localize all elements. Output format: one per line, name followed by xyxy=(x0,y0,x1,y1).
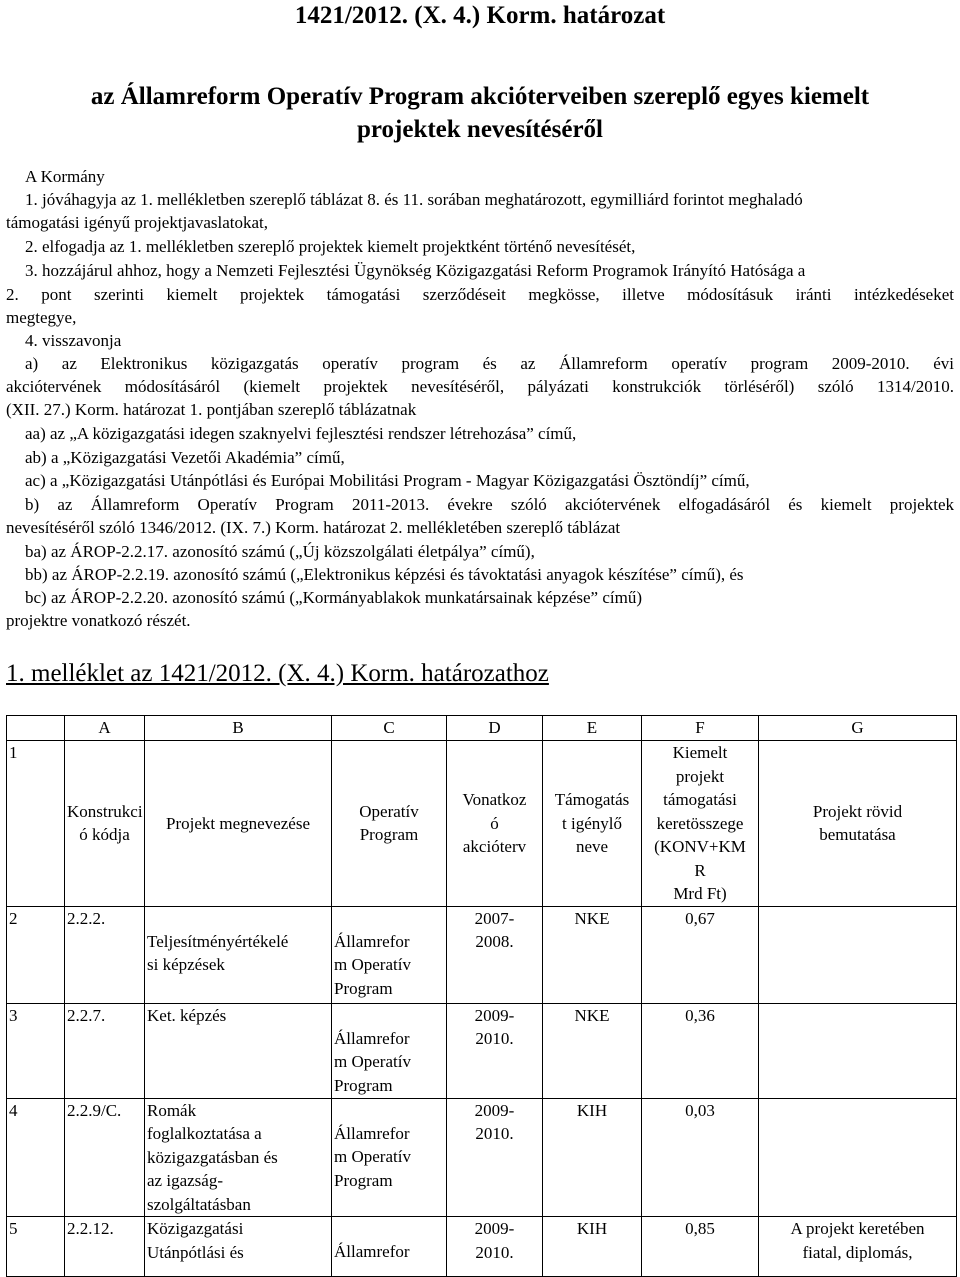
column-letter: C xyxy=(332,716,447,741)
operative-program-line: Államrefor xyxy=(334,1123,410,1143)
spacer xyxy=(334,907,444,930)
operative-program-line: m Operatív xyxy=(334,1052,411,1071)
action-plan xyxy=(447,1098,543,1217)
project-name-line: szolgáltatásban xyxy=(147,1194,251,1214)
project-name xyxy=(145,1098,332,1217)
column-letter: A xyxy=(65,716,145,741)
body-line: 4. visszavonja xyxy=(25,331,122,350)
operative-program-line: Államrefor xyxy=(334,931,410,951)
operative-program-line: m Operatív xyxy=(334,955,411,974)
row-number: 2 xyxy=(7,906,65,1003)
header-text: Konstrukci xyxy=(67,801,143,821)
applicant: NKE xyxy=(543,1003,642,1098)
project-name xyxy=(145,1003,332,1098)
action-plan-line: 2010. xyxy=(475,1242,514,1262)
operative-program xyxy=(332,906,447,1003)
row-number: 1 xyxy=(7,741,65,907)
row-number: 3 xyxy=(7,1003,65,1098)
header-operative-program xyxy=(332,741,447,907)
table-header-row xyxy=(7,741,957,907)
header-text: keretösszege xyxy=(656,813,744,833)
applicant: KIH xyxy=(543,1217,642,1277)
operative-program xyxy=(332,1098,447,1217)
body-line: 1. jóváhagyja az 1. mellékletben szereplő táblázat 8. és 11. sorában meghatározott, egymilliárd forintot meghaladó xyxy=(25,190,803,209)
project-name-line: Ket. képzés xyxy=(147,1005,227,1025)
table-row xyxy=(7,1217,957,1277)
annex-title: 1. melléklet az 1421/2012. (X. 4.) Korm. határozathoz xyxy=(6,660,549,687)
action-plan-line: 2009- xyxy=(474,1100,515,1120)
header-text: t igénylő xyxy=(562,813,622,833)
header-text: Támogatás xyxy=(554,790,630,809)
project-name-line: Romák xyxy=(147,1100,197,1120)
construction-code: 2.2.7. xyxy=(65,1003,145,1098)
body-line: ba) az ÁROP-2.2.17. azonosító számú („Új közszolgálati életpálya” című), xyxy=(25,542,535,561)
operative-program-line: Államrefor xyxy=(334,1242,410,1261)
action-plan xyxy=(447,1003,543,1098)
column-letter: F xyxy=(642,716,759,741)
spacer xyxy=(334,1217,444,1240)
project-name-line: Teljesítményértékelé xyxy=(147,931,289,951)
action-plan xyxy=(447,1217,543,1277)
body-line: aa) az „A közigazgatási idegen szaknyelvi fejlesztési rendszer létrehozása” című, xyxy=(25,424,577,443)
operative-program xyxy=(332,1217,447,1277)
body-line: A Kormány xyxy=(25,167,105,186)
header-text: (KONV+KM xyxy=(654,837,746,856)
short-description xyxy=(759,1098,957,1217)
construction-code: 2.2.12. xyxy=(65,1217,145,1277)
row-number: 4 xyxy=(7,1098,65,1217)
body-line: a) az Elektronikus közigazgatás operatív program és az Államreform operatív program 2009-2010. évi xyxy=(25,354,954,373)
body-line: bc) az ÁROP-2.2.20. azonosító számú („Kormányablakok munkatársainak képzése” című) xyxy=(25,588,642,607)
body-line: 2. pont szerinti kiemelt projektek támogatási szerződéseit megkösse, illetve módosításuk iránti intézkedéseket xyxy=(6,285,954,304)
body-line: (XII. 27.) Korm. határozat 1. pontjában szereplő táblázatnak xyxy=(6,400,417,419)
funding-amount: 0,67 xyxy=(642,906,759,1003)
short-description-line: fiatal, diplomás, xyxy=(802,1242,913,1262)
project-name xyxy=(145,906,332,1003)
header-short-description xyxy=(759,741,957,907)
annex-table xyxy=(6,715,957,1277)
body-line: támogatási igényű projektjavaslatokat, xyxy=(6,213,269,232)
header-project-name: Projekt megnevezése xyxy=(145,741,332,907)
project-name-line: közigazgatásban és xyxy=(147,1147,278,1167)
header-applicant xyxy=(543,741,642,907)
body-line: b) az Államreform Operatív Program 2011-2013. évekre szóló akciótervének elfogadásáról és kiemelt projektek xyxy=(25,495,954,514)
header-text: ó xyxy=(490,813,499,833)
row-number: 5 xyxy=(7,1217,65,1277)
document-title: 1421/2012. (X. 4.) Korm. határozat xyxy=(294,2,666,29)
action-plan-line: 2008. xyxy=(475,932,514,951)
header-text: neve xyxy=(575,837,609,856)
document-subtitle-line-2: projektek nevesítéséről xyxy=(356,116,603,143)
action-plan-line: 2009- xyxy=(474,1219,515,1238)
project-name-line: foglalkoztatása a xyxy=(147,1124,262,1143)
construction-code: 2.2.2. xyxy=(65,906,145,1003)
short-description-line: A projekt keretében xyxy=(790,1219,925,1238)
body-line: 2. elfogadja az 1. mellékletben szereplő projektek kiemelt projektként történő nevesítését, xyxy=(25,237,636,256)
short-description xyxy=(759,906,957,1003)
header-text: Operatív xyxy=(359,801,419,821)
action-plan-line: 2010. xyxy=(475,1029,514,1048)
table-row xyxy=(7,1003,957,1098)
column-letter: D xyxy=(447,716,543,741)
action-plan-line: 2009- xyxy=(474,1005,515,1025)
operative-program xyxy=(332,1003,447,1098)
short-description xyxy=(759,1217,957,1277)
header-construction-code xyxy=(65,741,145,907)
body-line: 3. hozzájárul ahhoz, hogy a Nemzeti Fejlesztési Ügynökség Közigazgatási Reform Programok Irányító Hatósága a xyxy=(25,261,806,280)
body-line: ac) a „Közigazgatási Utánpótlási és Európai Mobilitási Program - Magyar Közigazgatási Ösztöndíj” című, xyxy=(25,471,750,490)
header-text: ó kódja xyxy=(79,825,130,845)
body-line: projektre vonatkozó részét. xyxy=(6,611,191,630)
operative-program-line: m Operatív xyxy=(334,1147,411,1166)
project-name-line: Közigazgatási xyxy=(147,1219,244,1238)
project-name-line: Utánpótlási és xyxy=(147,1242,244,1262)
body-line: ab) a „Közigazgatási Vezetői Akadémia” című, xyxy=(25,448,345,467)
body-line: megtegye, xyxy=(6,308,77,327)
table-column-letters-row xyxy=(7,716,957,741)
header-text: Mrd Ft) xyxy=(673,884,727,903)
construction-code: 2.2.9/C. xyxy=(65,1098,145,1217)
applicant: NKE xyxy=(543,906,642,1003)
operative-program-line: Program xyxy=(334,978,393,998)
column-letter: B xyxy=(145,716,332,741)
document-subtitle-line-1: az Államreform Operatív Program akcióterveiben szereplő egyes kiemelt xyxy=(90,83,870,110)
header-text: támogatási xyxy=(663,790,737,809)
header-text: akcióterv xyxy=(462,837,527,856)
spacer xyxy=(334,1004,444,1027)
header-text: R xyxy=(694,860,706,880)
table-corner-cell xyxy=(7,716,65,741)
header-text: bemutatása xyxy=(819,825,896,845)
operative-program-line: Program xyxy=(334,1170,393,1190)
funding-amount: 0,85 xyxy=(642,1217,759,1277)
header-text: Program xyxy=(359,825,419,845)
column-letter: E xyxy=(543,716,642,741)
header-action-plan xyxy=(447,741,543,907)
applicant: KIH xyxy=(543,1098,642,1217)
operative-program-line: Államrefor xyxy=(334,1028,410,1048)
operative-program-line: Program xyxy=(334,1075,393,1095)
table-row xyxy=(7,906,957,1003)
column-letter: G xyxy=(759,716,957,741)
body-line: bb) az ÁROP-2.2.19. azonosító számú („Elektronikus képzési és távoktatási anyagok készítése” című), és xyxy=(25,565,744,584)
project-name-line: si képzések xyxy=(147,955,225,974)
body-line: akciótervének módosításáról (kiemelt projektek nevesítéséről, pályázati konstrukciók törléséről) szóló 1314/2010. xyxy=(6,377,954,396)
header-text: Vonatkoz xyxy=(462,790,527,809)
header-text: Kiemelt xyxy=(672,743,728,762)
project-name xyxy=(145,1217,332,1277)
funding-amount: 0,36 xyxy=(642,1003,759,1098)
action-plan-line: 2010. xyxy=(475,1124,514,1143)
spacer xyxy=(334,1099,444,1122)
funding-amount: 0,03 xyxy=(642,1098,759,1217)
header-text: Projekt rövid xyxy=(812,801,903,821)
header-text: projekt xyxy=(675,766,725,786)
header-funding-amount xyxy=(642,741,759,907)
project-name-line: az igazság- xyxy=(147,1171,223,1190)
action-plan-line: 2007- xyxy=(474,908,515,928)
spacer xyxy=(147,907,329,930)
action-plan xyxy=(447,906,543,1003)
table-row xyxy=(7,1098,957,1217)
short-description xyxy=(759,1003,957,1098)
body-line: nevesítéséről szóló 1346/2012. (IX. 7.) Korm. határozat 2. mellékletében szereplő táblázat xyxy=(6,518,621,537)
